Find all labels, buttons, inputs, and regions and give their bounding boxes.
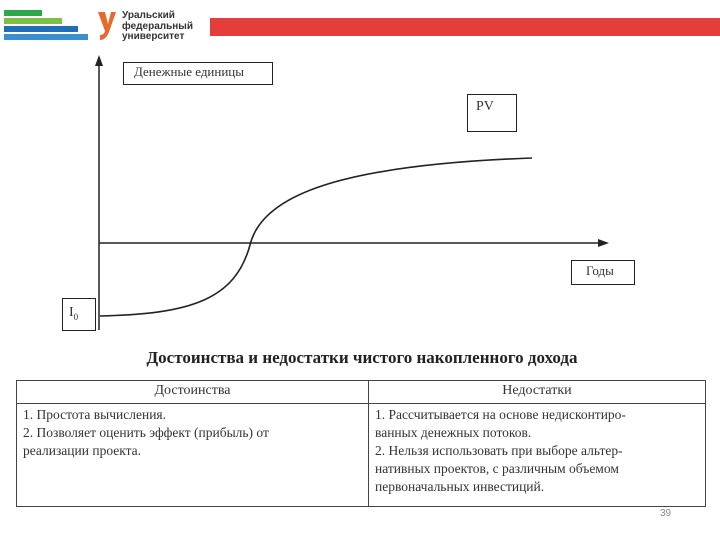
- pros-cons-table: [16, 380, 706, 507]
- initial-investment-label: [62, 298, 96, 331]
- header-advantages: Достоинства: [17, 381, 369, 404]
- section-title: Достоинства и недостатки чистого накопленного дохода: [146, 348, 578, 367]
- advantage-line: 1. Простота вычисления.: [23, 407, 167, 422]
- disadvantage-line: первоначальных инвестиций.: [375, 479, 545, 494]
- disadvantages-cell: [369, 404, 706, 507]
- table-header-row: [17, 381, 706, 404]
- advantage-line: реализации проекта.: [23, 443, 142, 458]
- x-axis-label: Годы: [571, 260, 635, 285]
- pv-label: PV: [467, 94, 517, 132]
- x-axis-arrow: [598, 239, 609, 247]
- logo-line-3: университет: [122, 31, 185, 42]
- disadvantage-line: ванных денежных потоков.: [375, 425, 532, 440]
- table-row: [17, 404, 706, 507]
- i0-sub: 0: [73, 311, 79, 322]
- i0-main: I: [69, 305, 74, 320]
- advantage-line: 2. Позволяет оценить эффект (прибыль) от: [23, 425, 269, 440]
- y-axis-label: Денежные единицы: [123, 62, 273, 85]
- header-disadvantages: Недостатки: [369, 381, 706, 404]
- logo-line-1: Уральский: [122, 10, 175, 21]
- disadvantage-line: 1. Рассчитывается на основе недисконтиро-: [375, 407, 626, 422]
- y-axis-arrow: [95, 55, 103, 66]
- logo-line-2: федеральный: [122, 20, 193, 32]
- disadvantage-line: 2. Нельзя использовать при выборе альтер-: [375, 443, 623, 458]
- advantages-cell: [17, 404, 369, 507]
- disadvantage-line: нативных проектов, с различным объемом: [375, 461, 619, 476]
- page-number: 39: [660, 508, 672, 519]
- pv-curve: [100, 158, 532, 316]
